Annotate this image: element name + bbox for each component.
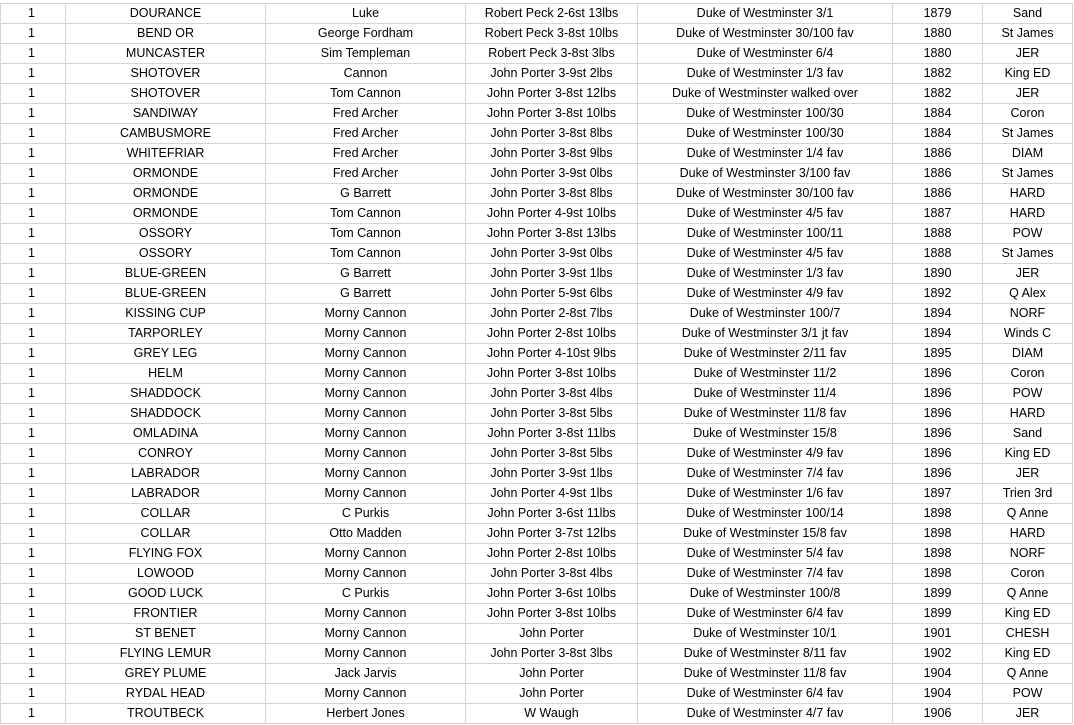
trainer-cell[interactable]: John Porter 4-9st 10lbs: [466, 204, 638, 224]
position-cell[interactable]: 1: [1, 304, 66, 324]
jockey-cell[interactable]: Jack Jarvis: [266, 664, 466, 684]
table-row: [1, 644, 1073, 664]
position-cell[interactable]: 1: [1, 584, 66, 604]
position-cell[interactable]: 1: [1, 684, 66, 704]
table-row: [1, 384, 1073, 404]
year-cell[interactable]: 1896: [893, 424, 983, 444]
trainer-cell[interactable]: John Porter: [466, 664, 638, 684]
jockey-cell[interactable]: George Fordham: [266, 24, 466, 44]
jockey-cell[interactable]: Sim Templeman: [266, 44, 466, 64]
position-cell[interactable]: 1: [1, 124, 66, 144]
horse-cell[interactable]: HELM: [66, 364, 266, 384]
table-row: [1, 144, 1073, 164]
year-cell[interactable]: 1902: [893, 644, 983, 664]
horse-cell[interactable]: BEND OR: [66, 24, 266, 44]
jockey-cell[interactable]: Morny Cannon: [266, 604, 466, 624]
race-cell[interactable]: Coron: [983, 564, 1073, 584]
race-cell[interactable]: HARD: [983, 204, 1073, 224]
horse-cell[interactable]: ST BENET: [66, 624, 266, 644]
table-row: [1, 544, 1073, 564]
table-row: [1, 24, 1073, 44]
position-cell[interactable]: 1: [1, 704, 66, 724]
year-cell[interactable]: 1897: [893, 484, 983, 504]
table-row: [1, 324, 1073, 344]
race-cell[interactable]: King ED: [983, 644, 1073, 664]
owner-odds-cell[interactable]: Duke of Westminster 11/8 fav: [638, 664, 893, 684]
jockey-cell[interactable]: Morny Cannon: [266, 564, 466, 584]
horse-cell[interactable]: SHADDOCK: [66, 384, 266, 404]
owner-odds-cell[interactable]: Duke of Westminster 3/1: [638, 4, 893, 24]
year-cell[interactable]: 1882: [893, 84, 983, 104]
trainer-cell[interactable]: Robert Peck 2-6st 13lbs: [466, 4, 638, 24]
trainer-cell[interactable]: John Porter 3-8st 10lbs: [466, 364, 638, 384]
table-row: [1, 244, 1073, 264]
table-row: [1, 624, 1073, 644]
position-cell[interactable]: 1: [1, 264, 66, 284]
horse-cell[interactable]: COLLAR: [66, 504, 266, 524]
year-cell[interactable]: 1899: [893, 584, 983, 604]
table-row: [1, 664, 1073, 684]
position-cell[interactable]: 1: [1, 284, 66, 304]
race-cell[interactable]: HARD: [983, 404, 1073, 424]
position-cell[interactable]: 1: [1, 604, 66, 624]
jockey-cell[interactable]: Fred Archer: [266, 124, 466, 144]
horse-cell[interactable]: GREY PLUME: [66, 664, 266, 684]
year-cell[interactable]: 1895: [893, 344, 983, 364]
position-cell[interactable]: 1: [1, 244, 66, 264]
owner-odds-cell[interactable]: Duke of Westminster 6/4 fav: [638, 604, 893, 624]
owner-odds-cell[interactable]: Duke of Westminster 11/4: [638, 384, 893, 404]
position-cell[interactable]: 1: [1, 24, 66, 44]
year-cell[interactable]: 1886: [893, 164, 983, 184]
trainer-cell[interactable]: John Porter 3-9st 0lbs: [466, 164, 638, 184]
jockey-cell[interactable]: Herbert Jones: [266, 704, 466, 724]
position-cell[interactable]: 1: [1, 84, 66, 104]
year-cell[interactable]: 1882: [893, 64, 983, 84]
position-cell[interactable]: 1: [1, 164, 66, 184]
owner-odds-cell[interactable]: Duke of Westminster 100/30: [638, 104, 893, 124]
owner-odds-cell[interactable]: Duke of Westminster 100/7: [638, 304, 893, 324]
race-cell[interactable]: Coron: [983, 104, 1073, 124]
horse-cell[interactable]: BLUE-GREEN: [66, 264, 266, 284]
position-cell[interactable]: 1: [1, 44, 66, 64]
table-row: [1, 464, 1073, 484]
owner-odds-cell[interactable]: Duke of Westminster 6/4: [638, 44, 893, 64]
trainer-cell[interactable]: John Porter 3-8st 13lbs: [466, 224, 638, 244]
owner-odds-cell[interactable]: Duke of Westminster 5/4 fav: [638, 544, 893, 564]
table-row: [1, 604, 1073, 624]
year-cell[interactable]: 1898: [893, 504, 983, 524]
table-row: [1, 184, 1073, 204]
race-cell[interactable]: Q Anne: [983, 664, 1073, 684]
horse-cell[interactable]: KISSING CUP: [66, 304, 266, 324]
jockey-cell[interactable]: Morny Cannon: [266, 344, 466, 364]
year-cell[interactable]: 1890: [893, 264, 983, 284]
owner-odds-cell[interactable]: Duke of Westminster 7/4 fav: [638, 464, 893, 484]
jockey-cell[interactable]: G Barrett: [266, 284, 466, 304]
jockey-cell[interactable]: Fred Archer: [266, 164, 466, 184]
table-row: [1, 364, 1073, 384]
position-cell[interactable]: 1: [1, 204, 66, 224]
race-cell[interactable]: NORF: [983, 304, 1073, 324]
trainer-cell[interactable]: John Porter 3-8st 9lbs: [466, 144, 638, 164]
horse-cell[interactable]: FLYING FOX: [66, 544, 266, 564]
race-cell[interactable]: Winds C: [983, 324, 1073, 344]
table-row: [1, 404, 1073, 424]
position-cell[interactable]: 1: [1, 144, 66, 164]
race-cell[interactable]: King ED: [983, 64, 1073, 84]
owner-odds-cell[interactable]: Duke of Westminster 100/8: [638, 584, 893, 604]
year-cell[interactable]: 1904: [893, 684, 983, 704]
position-cell[interactable]: 1: [1, 544, 66, 564]
race-cell[interactable]: Sand: [983, 4, 1073, 24]
position-cell[interactable]: 1: [1, 524, 66, 544]
table-row: [1, 564, 1073, 584]
race-cell[interactable]: Sand: [983, 424, 1073, 444]
year-cell[interactable]: 1892: [893, 284, 983, 304]
trainer-cell[interactable]: Robert Peck 3-8st 10lbs: [466, 24, 638, 44]
horse-cell[interactable]: WHITEFRIAR: [66, 144, 266, 164]
position-cell[interactable]: 1: [1, 404, 66, 424]
horse-cell[interactable]: SANDIWAY: [66, 104, 266, 124]
owner-odds-cell[interactable]: Duke of Westminster 3/1 jt fav: [638, 324, 893, 344]
race-cell[interactable]: DIAM: [983, 344, 1073, 364]
jockey-cell[interactable]: Morny Cannon: [266, 624, 466, 644]
owner-odds-cell[interactable]: Duke of Westminster 6/4 fav: [638, 684, 893, 704]
race-cell[interactable]: Coron: [983, 364, 1073, 384]
trainer-cell[interactable]: John Porter 3-9st 2lbs: [466, 64, 638, 84]
race-cell[interactable]: St James: [983, 24, 1073, 44]
race-cell[interactable]: CHESH: [983, 624, 1073, 644]
table-row: [1, 124, 1073, 144]
jockey-cell[interactable]: Morny Cannon: [266, 684, 466, 704]
jockey-cell[interactable]: Tom Cannon: [266, 204, 466, 224]
horse-cell[interactable]: TARPORLEY: [66, 324, 266, 344]
year-cell[interactable]: 1884: [893, 124, 983, 144]
year-cell[interactable]: 1894: [893, 304, 983, 324]
owner-odds-cell[interactable]: Duke of Westminster 11/8 fav: [638, 404, 893, 424]
owner-odds-cell[interactable]: Duke of Westminster 4/5 fav: [638, 204, 893, 224]
owner-odds-cell[interactable]: Duke of Westminster 11/2: [638, 364, 893, 384]
year-cell[interactable]: 1901: [893, 624, 983, 644]
race-cell[interactable]: NORF: [983, 544, 1073, 564]
trainer-cell[interactable]: John Porter 3-8st 4lbs: [466, 564, 638, 584]
trainer-cell[interactable]: John Porter 2-8st 10lbs: [466, 324, 638, 344]
table-row: [1, 224, 1073, 244]
horse-cell[interactable]: BLUE-GREEN: [66, 284, 266, 304]
horse-cell[interactable]: GREY LEG: [66, 344, 266, 364]
trainer-cell[interactable]: John Porter 3-8st 3lbs: [466, 644, 638, 664]
year-cell[interactable]: 1894: [893, 324, 983, 344]
year-cell[interactable]: 1879: [893, 4, 983, 24]
race-cell[interactable]: Q Anne: [983, 504, 1073, 524]
owner-odds-cell[interactable]: Duke of Westminster 2/11 fav: [638, 344, 893, 364]
jockey-cell[interactable]: Fred Archer: [266, 104, 466, 124]
jockey-cell[interactable]: Cannon: [266, 64, 466, 84]
race-cell[interactable]: POW: [983, 384, 1073, 404]
table-row: [1, 44, 1073, 64]
jockey-cell[interactable]: G Barrett: [266, 184, 466, 204]
year-cell[interactable]: 1898: [893, 544, 983, 564]
race-cell[interactable]: DIAM: [983, 144, 1073, 164]
year-cell[interactable]: 1880: [893, 44, 983, 64]
owner-odds-cell[interactable]: Duke of Westminster 8/11 fav: [638, 644, 893, 664]
trainer-cell[interactable]: John Porter 3-8st 10lbs: [466, 604, 638, 624]
year-cell[interactable]: 1888: [893, 244, 983, 264]
horse-cell[interactable]: OSSORY: [66, 244, 266, 264]
position-cell[interactable]: 1: [1, 644, 66, 664]
horse-cell[interactable]: OMLADINA: [66, 424, 266, 444]
position-cell[interactable]: 1: [1, 664, 66, 684]
owner-odds-cell[interactable]: Duke of Westminster 15/8 fav: [638, 524, 893, 544]
jockey-cell[interactable]: G Barrett: [266, 264, 466, 284]
trainer-cell[interactable]: John Porter 3-6st 11lbs: [466, 504, 638, 524]
year-cell[interactable]: 1896: [893, 444, 983, 464]
trainer-cell[interactable]: John Porter 2-8st 7lbs: [466, 304, 638, 324]
jockey-cell[interactable]: Morny Cannon: [266, 644, 466, 664]
year-cell[interactable]: 1886: [893, 144, 983, 164]
table-row: [1, 584, 1073, 604]
year-cell[interactable]: 1886: [893, 184, 983, 204]
race-cell[interactable]: JER: [983, 84, 1073, 104]
race-cell[interactable]: Q Alex: [983, 284, 1073, 304]
jockey-cell[interactable]: Morny Cannon: [266, 484, 466, 504]
horse-cell[interactable]: LABRADOR: [66, 464, 266, 484]
race-cell[interactable]: Q Anne: [983, 584, 1073, 604]
horse-cell[interactable]: SHADDOCK: [66, 404, 266, 424]
position-cell[interactable]: 1: [1, 504, 66, 524]
race-cell[interactable]: St James: [983, 164, 1073, 184]
horse-cell[interactable]: DOURANCE: [66, 4, 266, 24]
position-cell[interactable]: 1: [1, 344, 66, 364]
horse-cell[interactable]: TROUTBECK: [66, 704, 266, 724]
table-row: [1, 104, 1073, 124]
year-cell[interactable]: 1906: [893, 704, 983, 724]
owner-odds-cell[interactable]: Duke of Westminster 1/3 fav: [638, 264, 893, 284]
owner-odds-cell[interactable]: Duke of Westminster 30/100 fav: [638, 24, 893, 44]
trainer-cell[interactable]: John Porter 3-8st 4lbs: [466, 384, 638, 404]
table-row: [1, 484, 1073, 504]
position-cell[interactable]: 1: [1, 564, 66, 584]
table-row: [1, 684, 1073, 704]
year-cell[interactable]: 1904: [893, 664, 983, 684]
owner-odds-cell[interactable]: Duke of Westminster 1/3 fav: [638, 64, 893, 84]
trainer-cell[interactable]: John Porter 2-8st 10lbs: [466, 544, 638, 564]
horse-cell[interactable]: SHOTOVER: [66, 84, 266, 104]
position-cell[interactable]: 1: [1, 444, 66, 464]
trainer-cell[interactable]: John Porter 3-8st 11lbs: [466, 424, 638, 444]
position-cell[interactable]: 1: [1, 384, 66, 404]
year-cell[interactable]: 1896: [893, 384, 983, 404]
race-cell[interactable]: JER: [983, 464, 1073, 484]
horse-cell[interactable]: SHOTOVER: [66, 64, 266, 84]
race-cell[interactable]: HARD: [983, 524, 1073, 544]
owner-odds-cell[interactable]: Duke of Westminster 4/9 fav: [638, 444, 893, 464]
horse-cell[interactable]: GOOD LUCK: [66, 584, 266, 604]
jockey-cell[interactable]: Morny Cannon: [266, 544, 466, 564]
year-cell[interactable]: 1884: [893, 104, 983, 124]
race-cell[interactable]: POW: [983, 684, 1073, 704]
jockey-cell[interactable]: Tom Cannon: [266, 244, 466, 264]
owner-odds-cell[interactable]: Duke of Westminster 3/100 fav: [638, 164, 893, 184]
position-cell[interactable]: 1: [1, 624, 66, 644]
spreadsheet-grid: [0, 3, 1073, 724]
horse-cell[interactable]: LOWOOD: [66, 564, 266, 584]
jockey-cell[interactable]: Tom Cannon: [266, 84, 466, 104]
owner-odds-cell[interactable]: Duke of Westminster 30/100 fav: [638, 184, 893, 204]
jockey-cell[interactable]: Morny Cannon: [266, 364, 466, 384]
table-row: [1, 284, 1073, 304]
trainer-cell[interactable]: John Porter 3-8st 5lbs: [466, 404, 638, 424]
trainer-cell[interactable]: John Porter: [466, 624, 638, 644]
table-row: [1, 64, 1073, 84]
horse-cell[interactable]: COLLAR: [66, 524, 266, 544]
jockey-cell[interactable]: Morny Cannon: [266, 404, 466, 424]
owner-odds-cell[interactable]: Duke of Westminster 100/11: [638, 224, 893, 244]
race-cell[interactable]: King ED: [983, 444, 1073, 464]
table-row: [1, 344, 1073, 364]
race-cell[interactable]: JER: [983, 704, 1073, 724]
position-cell[interactable]: 1: [1, 184, 66, 204]
table-row: [1, 444, 1073, 464]
horse-cell[interactable]: ORMONDE: [66, 204, 266, 224]
horse-cell[interactable]: OSSORY: [66, 224, 266, 244]
year-cell[interactable]: 1888: [893, 224, 983, 244]
race-cell[interactable]: JER: [983, 44, 1073, 64]
position-cell[interactable]: 1: [1, 484, 66, 504]
trainer-cell[interactable]: John Porter 3-9st 1lbs: [466, 464, 638, 484]
year-cell[interactable]: 1896: [893, 404, 983, 424]
horse-cell[interactable]: ORMONDE: [66, 164, 266, 184]
owner-odds-cell[interactable]: Duke of Westminster 1/6 fav: [638, 484, 893, 504]
spreadsheet-body: [1, 4, 1073, 724]
owner-odds-cell[interactable]: Duke of Westminster 4/9 fav: [638, 284, 893, 304]
trainer-cell[interactable]: John Porter 3-8st 5lbs: [466, 444, 638, 464]
horse-cell[interactable]: CAMBUSMORE: [66, 124, 266, 144]
horse-cell[interactable]: RYDAL HEAD: [66, 684, 266, 704]
jockey-cell[interactable]: Otto Madden: [266, 524, 466, 544]
race-cell[interactable]: Trien 3rd: [983, 484, 1073, 504]
race-cell[interactable]: St James: [983, 244, 1073, 264]
trainer-cell[interactable]: John Porter 4-9st 1lbs: [466, 484, 638, 504]
year-cell[interactable]: 1899: [893, 604, 983, 624]
race-cell[interactable]: POW: [983, 224, 1073, 244]
owner-odds-cell[interactable]: Duke of Westminster 100/30: [638, 124, 893, 144]
jockey-cell[interactable]: Luke: [266, 4, 466, 24]
year-cell[interactable]: 1887: [893, 204, 983, 224]
trainer-cell[interactable]: Robert Peck 3-8st 3lbs: [466, 44, 638, 64]
jockey-cell[interactable]: Morny Cannon: [266, 464, 466, 484]
jockey-cell[interactable]: C Purkis: [266, 584, 466, 604]
jockey-cell[interactable]: Tom Cannon: [266, 224, 466, 244]
horse-cell[interactable]: MUNCASTER: [66, 44, 266, 64]
horse-cell[interactable]: FLYING LEMUR: [66, 644, 266, 664]
owner-odds-cell[interactable]: Duke of Westminster 1/4 fav: [638, 144, 893, 164]
position-cell[interactable]: 1: [1, 324, 66, 344]
position-cell[interactable]: 1: [1, 424, 66, 444]
jockey-cell[interactable]: Morny Cannon: [266, 384, 466, 404]
position-cell[interactable]: 1: [1, 464, 66, 484]
table-row: [1, 524, 1073, 544]
jockey-cell[interactable]: Morny Cannon: [266, 324, 466, 344]
position-cell[interactable]: 1: [1, 364, 66, 384]
table-row: [1, 424, 1073, 444]
year-cell[interactable]: 1880: [893, 24, 983, 44]
trainer-cell[interactable]: John Porter 3-8st 10lbs: [466, 104, 638, 124]
year-cell[interactable]: 1896: [893, 364, 983, 384]
owner-odds-cell[interactable]: Duke of Westminster 10/1: [638, 624, 893, 644]
owner-odds-cell[interactable]: Duke of Westminster 7/4 fav: [638, 564, 893, 584]
position-cell[interactable]: 1: [1, 104, 66, 124]
horse-cell[interactable]: LABRADOR: [66, 484, 266, 504]
owner-odds-cell[interactable]: Duke of Westminster 4/5 fav: [638, 244, 893, 264]
owner-odds-cell[interactable]: Duke of Westminster 100/14: [638, 504, 893, 524]
trainer-cell[interactable]: John Porter 3-6st 10lbs: [466, 584, 638, 604]
table-row: [1, 304, 1073, 324]
race-cell[interactable]: King ED: [983, 604, 1073, 624]
table-row: [1, 704, 1073, 724]
trainer-cell[interactable]: John Porter 3-9st 1lbs: [466, 264, 638, 284]
table-row: [1, 264, 1073, 284]
year-cell[interactable]: 1896: [893, 464, 983, 484]
year-cell[interactable]: 1898: [893, 524, 983, 544]
trainer-cell[interactable]: John Porter: [466, 684, 638, 704]
owner-odds-cell[interactable]: Duke of Westminster 15/8: [638, 424, 893, 444]
trainer-cell[interactable]: John Porter 3-8st 12lbs: [466, 84, 638, 104]
trainer-cell[interactable]: John Porter 4-10st 9lbs: [466, 344, 638, 364]
trainer-cell[interactable]: John Porter 3-7st 12lbs: [466, 524, 638, 544]
trainer-cell[interactable]: W Waugh: [466, 704, 638, 724]
trainer-cell[interactable]: John Porter 3-9st 0lbs: [466, 244, 638, 264]
horse-cell[interactable]: CONROY: [66, 444, 266, 464]
owner-odds-cell[interactable]: Duke of Westminster 4/7 fav: [638, 704, 893, 724]
jockey-cell[interactable]: C Purkis: [266, 504, 466, 524]
position-cell[interactable]: 1: [1, 64, 66, 84]
owner-odds-cell[interactable]: Duke of Westminster walked over: [638, 84, 893, 104]
jockey-cell[interactable]: Fred Archer: [266, 144, 466, 164]
table-row: [1, 4, 1073, 24]
race-cell[interactable]: HARD: [983, 184, 1073, 204]
horse-cell[interactable]: ORMONDE: [66, 184, 266, 204]
race-cell[interactable]: St James: [983, 124, 1073, 144]
position-cell[interactable]: 1: [1, 224, 66, 244]
table-row: [1, 84, 1073, 104]
jockey-cell[interactable]: Morny Cannon: [266, 304, 466, 324]
table-row: [1, 504, 1073, 524]
year-cell[interactable]: 1898: [893, 564, 983, 584]
race-cell[interactable]: JER: [983, 264, 1073, 284]
trainer-cell[interactable]: John Porter 5-9st 6lbs: [466, 284, 638, 304]
table-row: [1, 164, 1073, 184]
trainer-cell[interactable]: John Porter 3-8st 8lbs: [466, 124, 638, 144]
horse-cell[interactable]: FRONTIER: [66, 604, 266, 624]
jockey-cell[interactable]: Morny Cannon: [266, 444, 466, 464]
position-cell[interactable]: 1: [1, 4, 66, 24]
table-row: [1, 204, 1073, 224]
jockey-cell[interactable]: Morny Cannon: [266, 424, 466, 444]
trainer-cell[interactable]: John Porter 3-8st 8lbs: [466, 184, 638, 204]
